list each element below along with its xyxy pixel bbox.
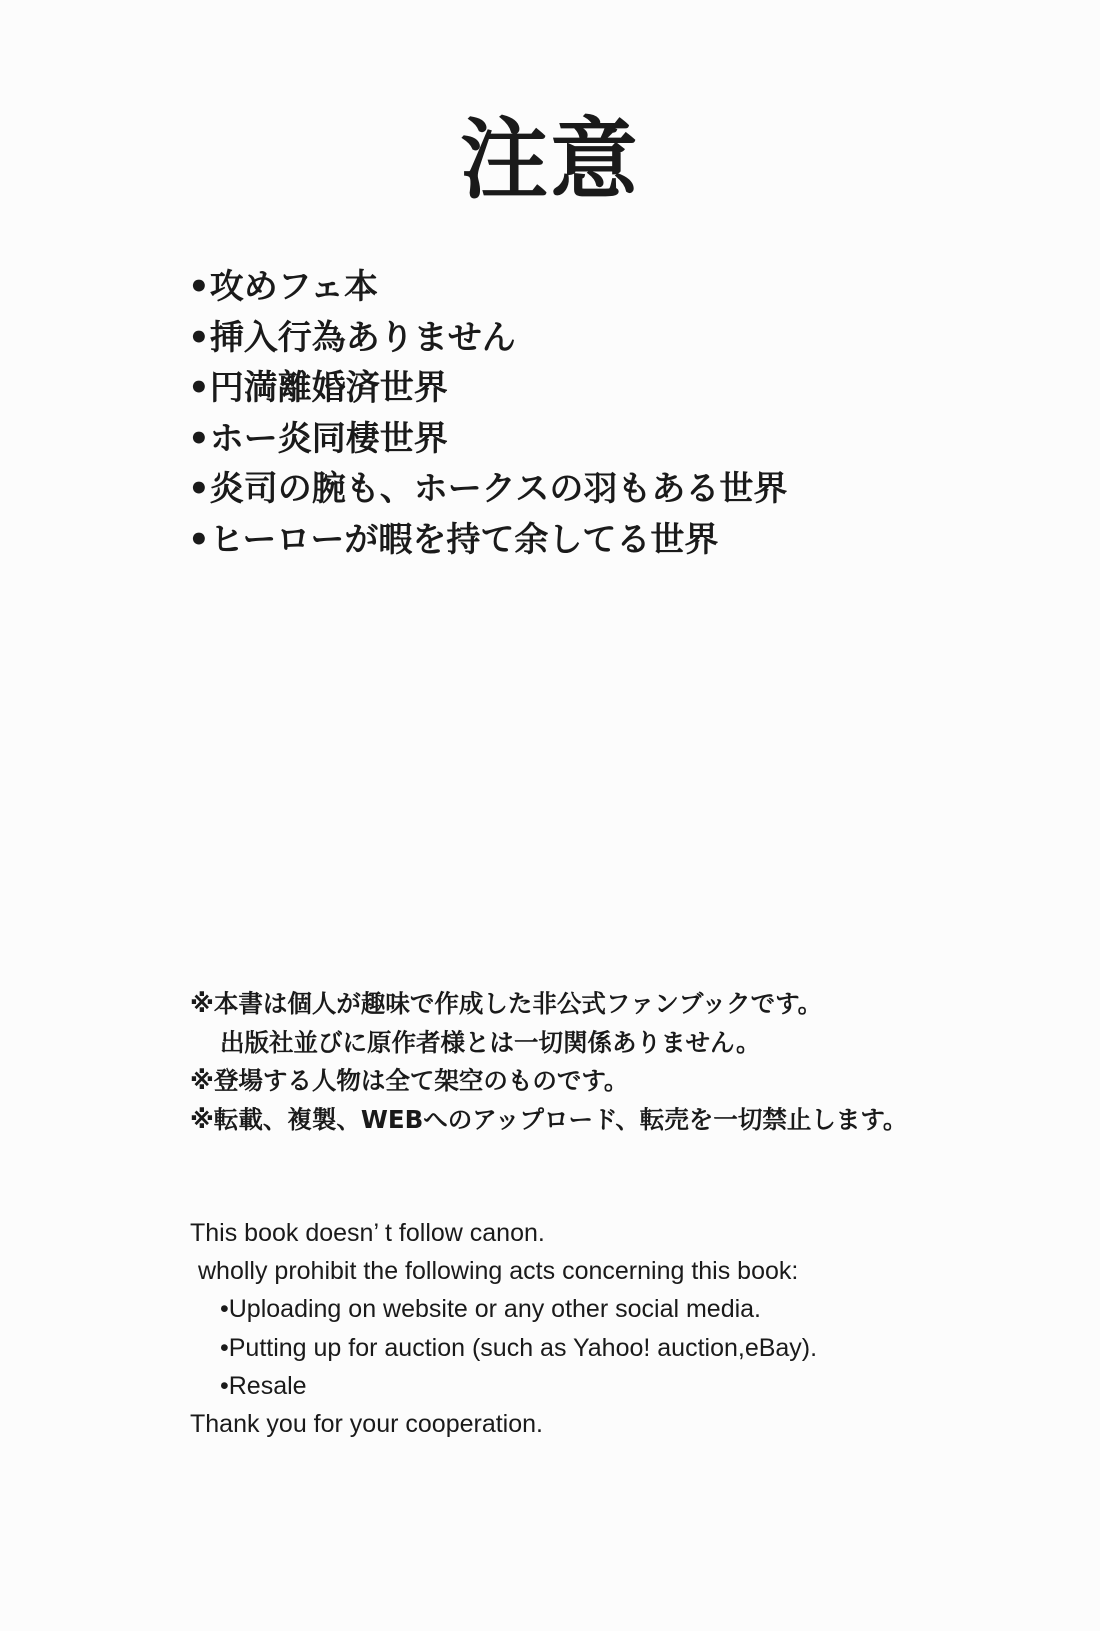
notice-list [190,985,907,1139]
warning-item: •攻めフェ本 [188,267,379,307]
warning-item: •ホー炎同棲世界 [188,418,448,459]
notice-item: ※登場する人物は全て架空のものです。 [190,1066,629,1095]
warning-item: •挿入行為ありません [188,317,516,358]
english-line-prohibit: wholly prohibit the following acts concerning this book: [198,1257,799,1286]
notice-item: 出版社並びに原作者様とは一切関係ありません。 [220,1027,761,1057]
english-prohibited-item: •Resale [220,1371,307,1400]
warning-item: •炎司の腕も、ホークスの羽もある世界 [188,469,788,509]
notice-item: ※転載、複製、WEBへのアップロード、転売を一切禁止します。 [190,1104,908,1134]
english-prohibited-item: •Uploading on website or any other social media. [220,1295,762,1324]
page-title: 注意 [459,108,640,211]
notice-item: ※本書は個人が趣味で作成した非公式ファンブックです。 [190,989,823,1018]
english-closing: Thank you for your cooperation. [190,1410,543,1439]
english-line-canon: This book doesn’ t follow canon. [190,1219,545,1247]
english-prohibited-item: •Putting up for auction (such as Yahoo! auction,eBay). [220,1333,818,1362]
warning-item: •ヒーローが暇を持て余してる世界 [188,519,719,560]
warning-item: •円満離婚済世界 [188,368,448,408]
warning-list [188,262,787,565]
english-notice [190,1214,817,1443]
